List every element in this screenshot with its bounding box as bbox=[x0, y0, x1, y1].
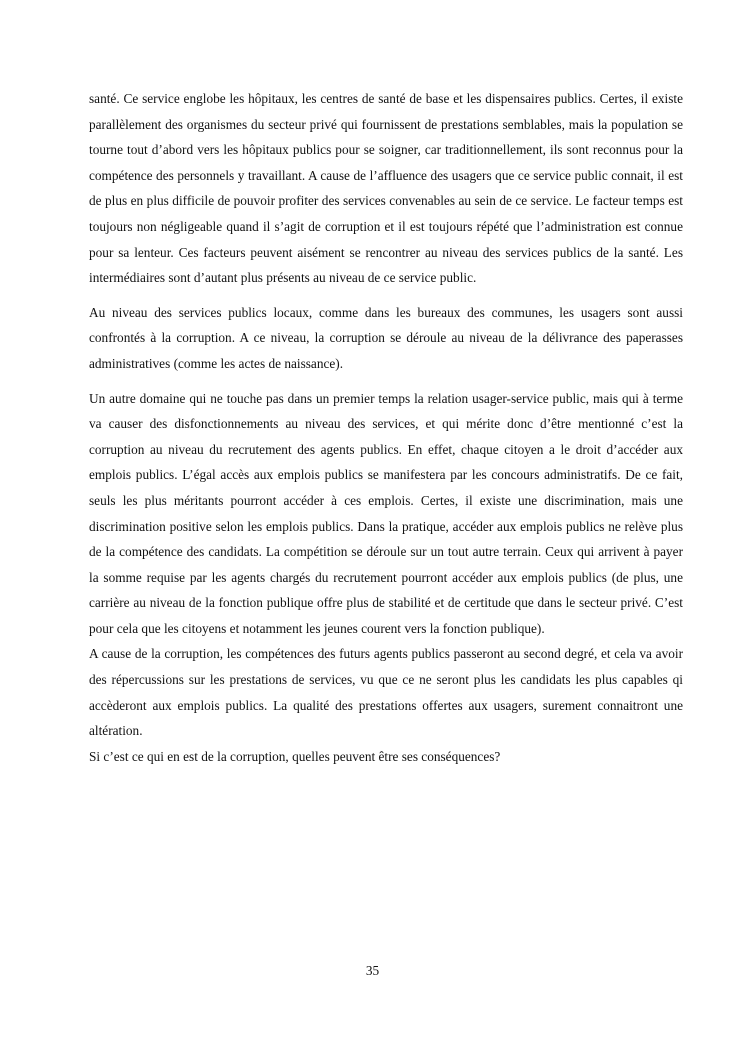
paragraph-competences: A cause de la corruption, les compétences des futurs agents publics passeront au second degré, et cela va avoir des répercussions sur les prestations de services, vu que ce ne seront plus les candidats les plus capables qi accèderont aux emplois publics. La qualité des prestations offertes aux usagers, surement connaitront une altération. bbox=[89, 646, 683, 739]
paragraph-health-services: santé. Ce service englobe les hôpitaux, les centres de santé de base et les dispensaires publics. Certes, il existe parallèlement des organismes du secteur privé qui fournissent de prestations semblables, mais la population se tourne tout d’abord vers les hôpitaux publics pour se soigner, car traditionnellement, ils sont reconnus pour la compétence des personnels y travaillant. A cause de l’affluence des usagers que ce service public connait, il est de plus en plus difficile de pouvoir profiter des services convenables au sein de ce service. Le facteur temps est toujours non négligeable quand il s’agit de corruption et il est toujours répété que l’administration est connue pour sa lenteur. Ces facteurs peuvent aisément se rencontrer au niveau des services publics de la santé. Les intermédiaires sont d’autant plus présents au niveau de ce service public. bbox=[89, 91, 683, 286]
paragraph-question: Si c’est ce qui en est de la corruption, quelles peuvent être ses conséquences? bbox=[89, 748, 501, 764]
body-text bbox=[89, 86, 683, 769]
paragraph-recruitment: Un autre domaine qui ne touche pas dans un premier temps la relation usager-service public, mais qui à terme va causer des disfonctionnements au niveau des services, et qui mérite donc d’être mentionné c’est la corruption au niveau du recrutement des agents publics. En effet, chaque citoyen a le droit d’accéder aux emplois publics. L’égal accès aux emplois publics se manifestera par les concours administratifs. De ce fait, seuls les plus méritants pourront accéder à ces emplois. Certes, il existe une discrimination, mais une discrimination positive selon les emplois publics. Dans la pratique, accéder aux emplois publics ne relève plus de la compétence des candidats. La compétition se déroule sur un tout autre terrain. Ceux qui arrivent à payer la somme requise par les agents chargés du recrutement pourront accéder aux emplois publics (de plus, une carrière au niveau de la fonction publique offre plus de stabilité et de certitude que dans le secteur privé. C’est pour cela que les citoyens et notamment les jeunes courent vers la fonction publique). bbox=[89, 390, 683, 636]
paragraph-local-services: Au niveau des services publics locaux, comme dans les bureaux des communes, les usagers sont aussi confrontés à la corruption. A ce niveau, la corruption se déroule au niveau de la délivrance des paperasses administratives (comme les actes de naissance). bbox=[89, 304, 683, 371]
page-number: 35 bbox=[365, 963, 380, 978]
